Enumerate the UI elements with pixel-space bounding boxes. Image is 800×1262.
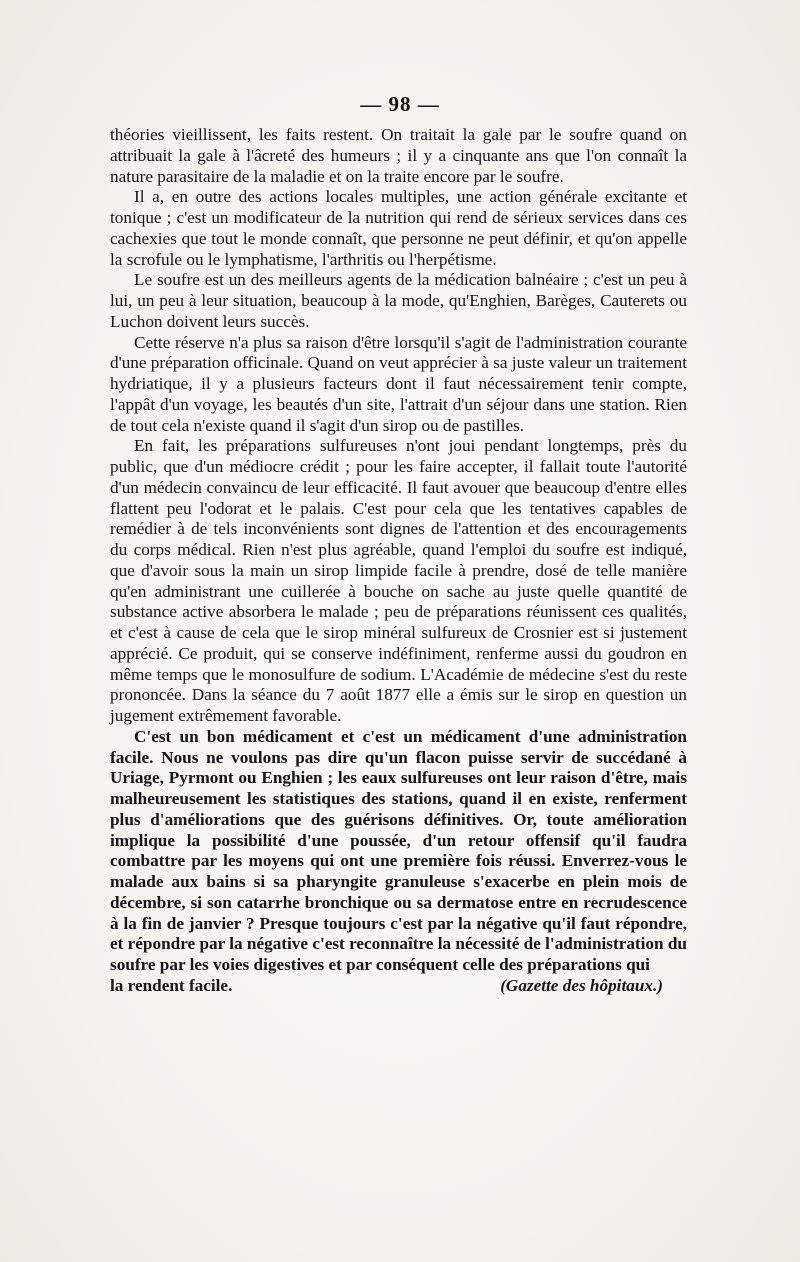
paragraph-1: théories vieillissent, les faits restent. On traitait la gale par le soufre quand on attribuait la gale à l'âcreté des humeurs ; il y a cinquante ans que l'on connaît la nature parasitaire de la maladie et on la traite encore par le soufre.: [110, 125, 687, 186]
closing-line: [110, 976, 687, 997]
paragraph-4: Cette réserve n'a plus sa raison d'être lorsqu'il s'agit de l'administration courante d'une préparation officinale. Quand on veut apprécier à sa juste valeur un traitement hydriatique, il y a plusieurs facteurs dont il faut nécessairement tenir compte, l'appât d'un voyage, les beautés d'un site, l'attrait d'un séjour dans une station. Rien de tout cela n'existe quand il s'agit d'un sirop ou de pastilles.: [110, 332, 687, 435]
paragraph-3: Le soufre est un des meilleurs agents de la médication balnéaire ; c'est un peu à lui, un peu à leur situation, beaucoup à la mode, qu'Enghien, Barèges, Cauterets ou Luchon doivent leurs succès.: [110, 270, 687, 331]
closing-text: la rendent facile.: [110, 976, 233, 995]
page-number: — 98 —: [360, 92, 440, 116]
paragraph-6: C'est un bon médicament et c'est un médicament d'une administration facile. Nous ne voulons pas dire qu'un flacon puisse servir de succédané à Uriage, Pyrmont ou Enghien ; les eaux sulfureuses ont leur raison d'être, mais malheureusement les statistiques des stations, quand il en existe, renferment plus d'améliorations que des guérisons définitives. Or, toute amélioration implique la possibilité d'une poussée, d'un retour offensif qu'il faudra combattre par les moyens qui ont une première fois réussi. Enverrez-vous le malade aux bains si sa pharyngite granuleuse s'exacerbe en plein mois de décembre, si son catarrhe bronchique ou sa dermatose entre en recrudescence à la fin de janvier ? Presque toujours c'est par la négative qu'il faut répondre, et répondre par la négative c'est reconnaître la nécessité de l'administration du soufre par les voies digestives et par conséquent celle des préparations qui: [110, 726, 687, 974]
paragraph-5: En fait, les préparations sulfureuses n'ont joui pendant longtemps, près du public, que d'un médiocre crédit ; pour les faire accepter, il fallait toute l'autorité d'un médecin convaincu de leur efficacité. Il faut avouer que beaucoup d'entre elles flattent peu l'odorat et le palais. C'est pour cela que les tentatives capables de remédier à de tels inconvénients sont dignes de l'attention et des encouragements du corps médical. Rien n'est plus agréable, quand l'emploi du soufre est indiqué, que d'avoir sous la main un sirop limpide facile à prendre, dosé de telle manière qu'en administrant une cuillerée à bouche on sache au juste quelle quantité de substance active absorbera le malade ; peu de préparations réunissent ces qualités, et c'est à cause de cela que le sirop minéral sulfureux de Crosnier est si justement apprécié. Ce produit, qui se conserve indéfiniment, renferme aussi du goudron en même temps que le monosulfure de sodium. L'Académie de médecine s'est du reste prononcée. Dans la séance du 7 août 1877 elle a émis sur le sirop en question un jugement extrêmement favorable.: [110, 436, 687, 725]
paragraph-2: Il a, en outre des actions locales multiples, une action générale excitante et tonique ; c'est un modificateur de la nutrition qui rend de sérieux services dans ces cachexies que tout le monde connaît, que personne ne peut définir, et qu'on appelle la scrofule ou le lymphatisme, l'arthritis ou l'herpétisme.: [110, 187, 687, 269]
source-citation: (Gazette des hôpitaux.): [500, 976, 663, 995]
body-text: [110, 125, 687, 976]
